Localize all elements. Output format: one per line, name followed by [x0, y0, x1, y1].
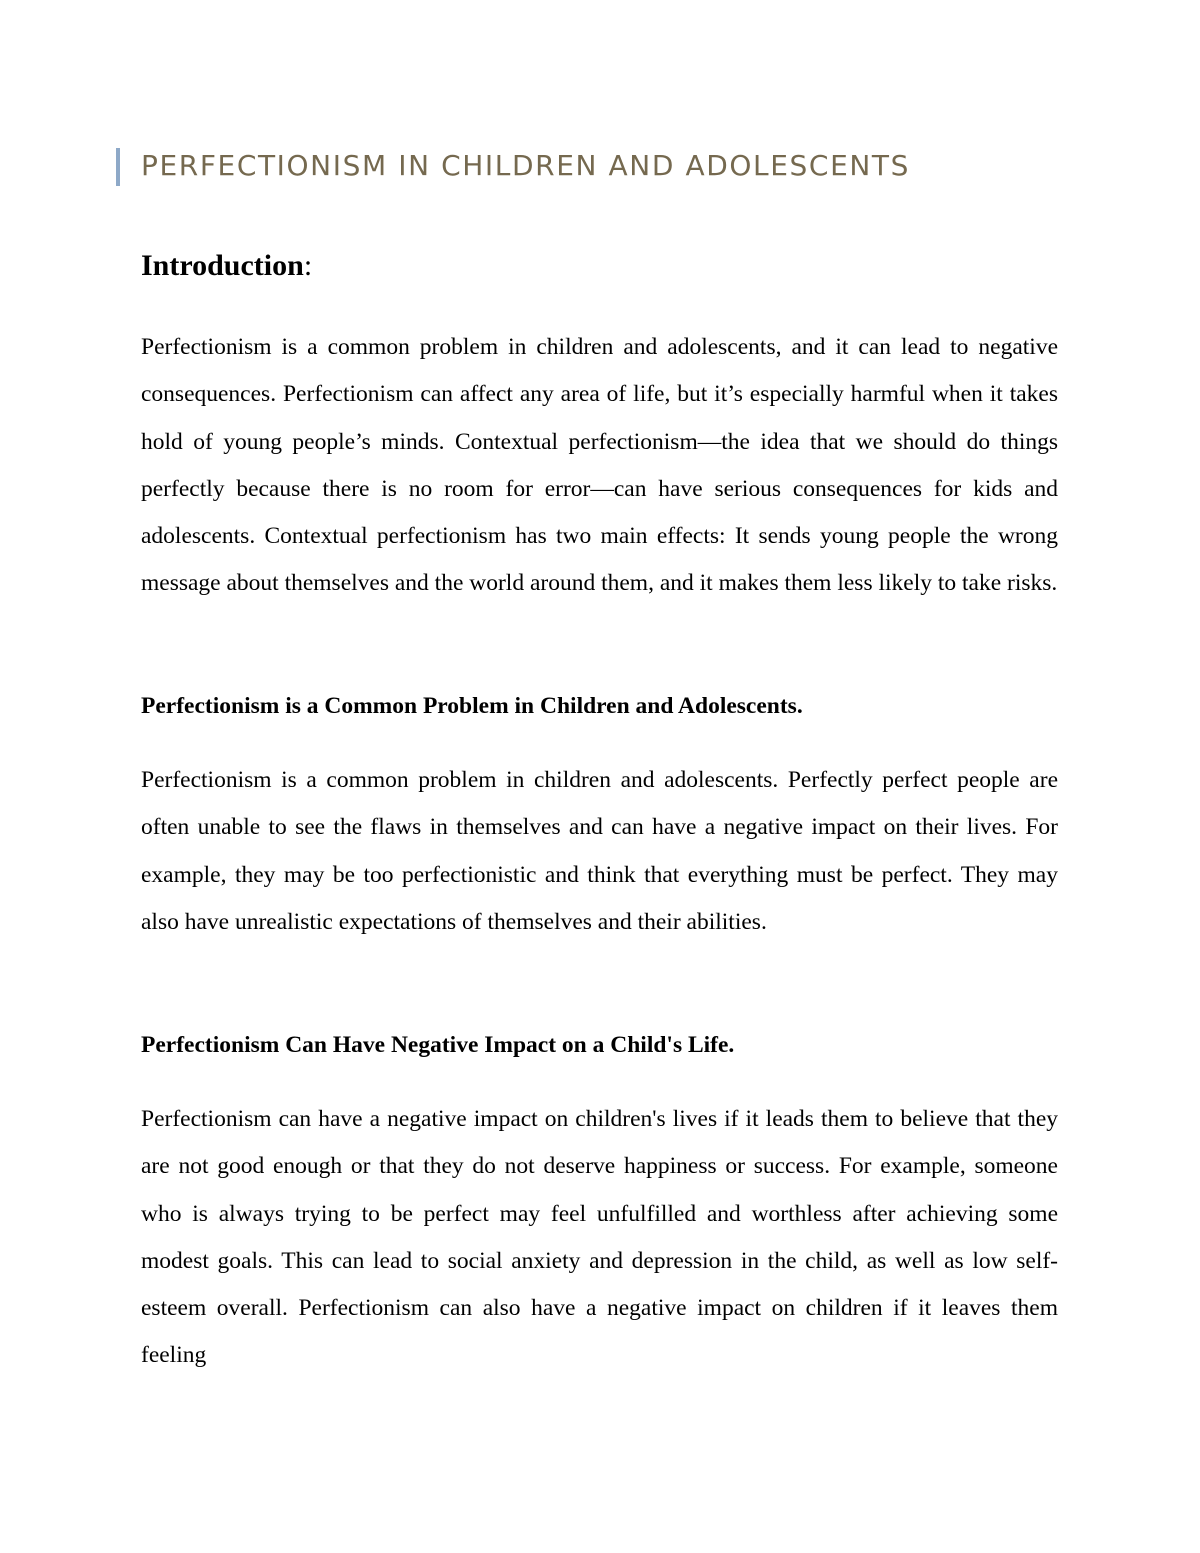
introduction-heading — [141, 246, 312, 286]
section-heading-negative-impact: Perfectionism Can Have Negative Impact on a Child's Life. — [141, 1032, 735, 1058]
negative-impact-paragraph: Perfectionism can have a negative impact on children's lives if it leads them to believe that they are not good enough or that they do not deserve happiness or success. For example, someone who is always trying to be perfect may feel unfulfilled and worthless after achieving some modest goals. This can lead to social anxiety and depression in the child, as well as low self-esteem overall. Perfectionism can also have a negative impact on children if it leaves them feeling — [141, 1106, 1058, 1369]
introduction-paragraph: Perfectionism is a common problem in children and adolescents, and it can lead to negative consequences. Perfectionism can affect any area of life, but it’s especially harmful when it takes hold of young people’s minds. Contextual perfectionism—the idea that we should do things perfectly because there is no room for error—can have serious consequences for kids and adolescents. Contextual perfectionism has two main effects: It sends young people the wrong message about themselves and the world around them, and it makes them less likely to take risks. — [141, 334, 1058, 597]
document-title: PERFECTIONISM IN CHILDREN AND ADOLESCENTS — [141, 149, 910, 182]
introduction-heading-text: Introduction — [141, 249, 304, 282]
introduction-heading-colon: : — [303, 249, 313, 282]
common-problem-paragraph: Perfectionism is a common problem in children and adolescents. Perfectly perfect people are often unable to see the flaws in themselves and can have a negative impact on their lives. For example, they may be too perfectionistic and think that everything must be perfect. They may also have unrealistic expectations of themselves and their abilities. — [141, 767, 1058, 935]
title-accent-bar — [116, 148, 120, 186]
section-heading-common-problem: Perfectionism is a Common Problem in Children and Adolescents. — [141, 693, 803, 719]
